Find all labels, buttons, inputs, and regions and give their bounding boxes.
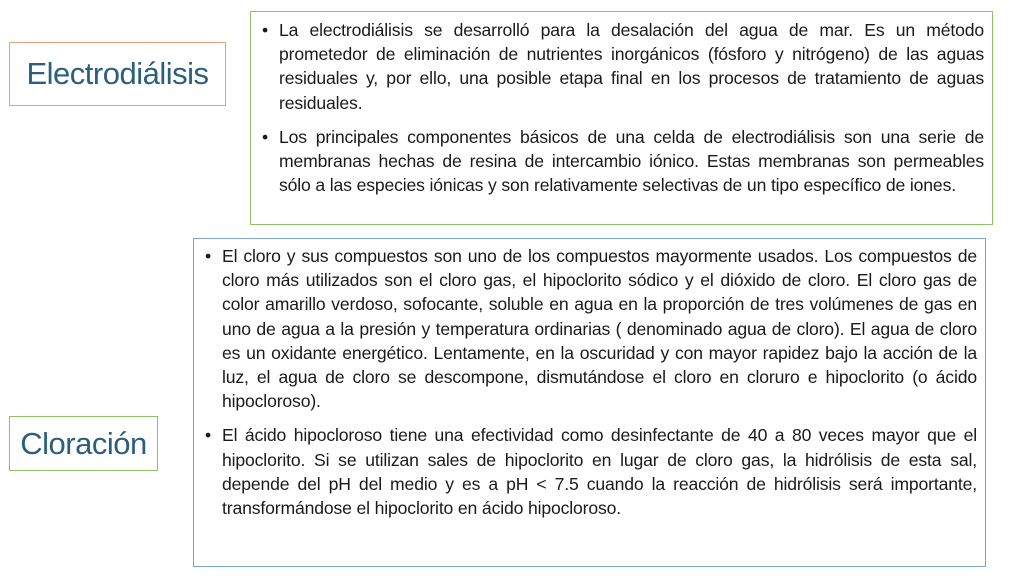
electrodialisis-bullet-list [257, 18, 984, 197]
cloracion-title: Cloración [9, 416, 158, 471]
cloracion-text-box [193, 238, 986, 567]
bullet-text: La electrodiálisis se desarrolló para la desalación del agua de mar. Es un método prometedor de eliminación de nutrientes inorgánicos (fósforo y nitrógeno) de las aguas residuales y, por ello, una posible etapa final en los procesos de tratamiento de aguas residuales. [279, 20, 984, 113]
bullet-icon: • [204, 425, 211, 446]
cloracion-bullet-list [200, 244, 977, 520]
list-item [200, 423, 977, 520]
electrodialisis-text-box [250, 11, 993, 225]
bullet-text: Los principales componentes básicos de una celda de electrodiálisis son una serie de membranas hechas de resina de intercambio iónico. Estas membranas son permeables sólo a las especies iónicas y son relativamente selectivas de un tipo específico de iones. [279, 126, 984, 196]
bullet-icon: • [261, 20, 268, 40]
list-item [257, 18, 984, 115]
list-item [257, 125, 984, 198]
bullet-icon: • [261, 126, 268, 147]
list-item [200, 244, 977, 413]
bullet-text: El cloro y sus compuestos son uno de los compuestos mayormente usados. Los compuestos de cloro más utilizados son el cloro gas, el hipoclorito sódico y el dióxido de cloro. El cloro gas de color amarillo verdoso, sofocante, soluble en agua en la proporción de tres volúmenes de gas en uno de agua a la presión y temperatura ordinarias ( denominado agua de cloro). El agua de cloro es un oxidante energético. Lentamente, en la oscuridad y con mayor rapidez bajo la acción de la luz, el agua de cloro se descompone, dismutándose el cloro en cloruro e hipoclorito (o ácido hipocloroso). [222, 246, 977, 412]
bullet-icon: • [204, 246, 211, 266]
bullet-text: El ácido hipocloroso tiene una efectividad como desinfectante de 40 a 80 veces mayor que el hipoclorito. Si se utilizan sales de hipoclorito en lugar de cloro gas, la hidrólisis de esta sal, depende del pH del medio y es a pH < 7.5 cuando la reacción de hidrólisis será importante, transformándose el hipoclorito en ácido hipocloroso. [222, 425, 977, 519]
electrodialisis-title: Electrodiálisis [9, 42, 226, 106]
